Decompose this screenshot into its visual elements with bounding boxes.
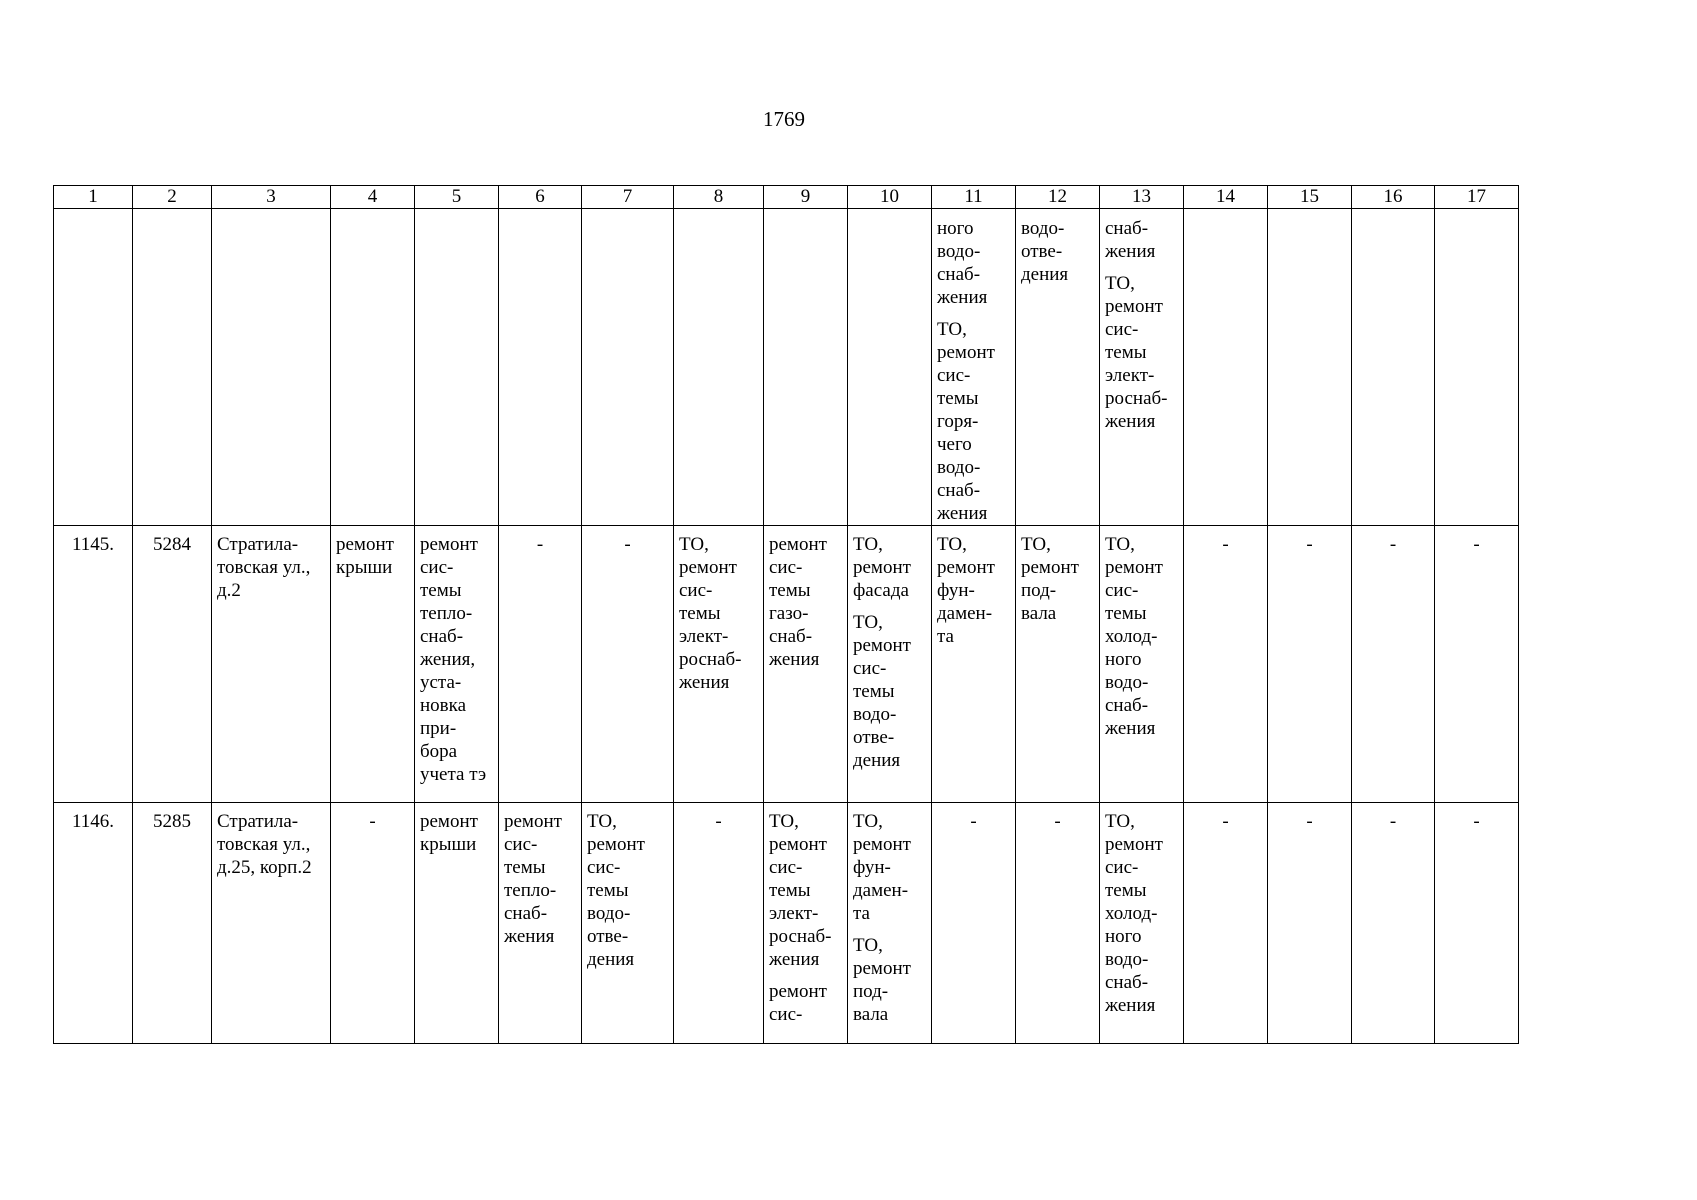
cell-line: та	[937, 626, 954, 647]
works-cell: -	[1352, 526, 1435, 803]
column-number-row	[54, 186, 1519, 209]
cell-line: жения	[769, 949, 820, 970]
cell-line: д.25, корп.2	[217, 857, 312, 878]
cell-line: фун-	[937, 580, 975, 601]
cell-item	[937, 217, 1013, 309]
cell-line: сис-	[504, 834, 538, 855]
works-cell	[582, 803, 674, 1044]
cell-line: д.2	[217, 580, 241, 601]
cell-line: снаб-	[937, 264, 981, 285]
cell-item	[1105, 217, 1181, 263]
cell-line: элект-	[1105, 365, 1155, 386]
cell-item	[1105, 272, 1181, 433]
cell-line: ремонт	[853, 557, 911, 578]
cell-line: ного	[937, 218, 974, 239]
cell-item	[769, 533, 845, 671]
cell-line: сис-	[853, 658, 887, 679]
cell-line: снаб-	[1105, 218, 1149, 239]
cell-line: жения,	[420, 649, 476, 670]
cell-line: ремонт	[679, 557, 737, 578]
column-number: 11	[932, 186, 1016, 209]
works-cell	[1100, 209, 1184, 526]
cell-line: снаб-	[1105, 972, 1149, 993]
cell-line: снаб-	[769, 626, 813, 647]
cell-line: вала	[853, 1004, 889, 1025]
cell-line: под-	[853, 981, 889, 1002]
cell-item	[853, 810, 929, 925]
cell-line: тепло-	[420, 603, 473, 624]
works-cell	[1016, 526, 1100, 803]
cell-line: тепло-	[504, 880, 557, 901]
column-number: 14	[1184, 186, 1268, 209]
cell-line: ТО,	[937, 319, 967, 340]
cell-line: ремонт	[853, 635, 911, 656]
works-cell	[764, 803, 848, 1044]
works-cell: -	[1268, 803, 1352, 1044]
cell-line: снаб-	[504, 903, 548, 924]
works-cell: -	[674, 803, 764, 1044]
works-cell: -	[1016, 803, 1100, 1044]
works-cell: -	[499, 526, 582, 803]
cell-line: ремонт	[336, 534, 394, 555]
cell-line: сис-	[769, 857, 803, 878]
cell-line: сис-	[679, 580, 713, 601]
cell-line: роснаб-	[679, 649, 742, 670]
cell-line: ремонт	[769, 981, 827, 1002]
works-cell	[674, 526, 764, 803]
cell-line: ремонт	[1021, 557, 1079, 578]
column-number: 17	[1435, 186, 1519, 209]
works-cell	[764, 526, 848, 803]
cell-item	[769, 980, 845, 1026]
cell-item	[937, 318, 1013, 525]
cell-line: темы	[769, 580, 811, 601]
row-number-cell: 1145.	[54, 526, 133, 803]
cell-line: ремонт	[937, 557, 995, 578]
cell-line: водо-	[853, 704, 897, 725]
cell-line: темы	[853, 681, 895, 702]
cell-item	[420, 533, 496, 786]
cell-line: темы	[587, 880, 629, 901]
cell-line: товская ул.,	[217, 557, 311, 578]
cell-line: ремонт	[937, 342, 995, 363]
page-number: 1769	[763, 107, 805, 131]
cell-line: отве-	[853, 727, 895, 748]
cell-line: сис-	[1105, 319, 1139, 340]
cell-line: сис-	[1105, 857, 1139, 878]
cell-line: водо-	[1105, 672, 1149, 693]
cell-line: темы	[937, 388, 979, 409]
cell-item	[937, 533, 1013, 648]
works-cell: -	[1352, 803, 1435, 1044]
column-number: 13	[1100, 186, 1184, 209]
cell-line: элект-	[769, 903, 819, 924]
building-code-cell: 5284	[133, 526, 212, 803]
column-number: 10	[848, 186, 932, 209]
cell-line: дения	[1021, 264, 1069, 285]
cell-line: ТО,	[769, 811, 799, 832]
cell-line: ремонт	[504, 811, 562, 832]
column-number: 16	[1352, 186, 1435, 209]
works-cell	[1016, 209, 1100, 526]
cell-item	[420, 810, 496, 856]
cell-line: ТО,	[1105, 811, 1135, 832]
cell-line: ТО,	[587, 811, 617, 832]
cell-line: ТО,	[937, 534, 967, 555]
cell-item	[1105, 810, 1181, 1017]
cell-line: ремонт	[1105, 557, 1163, 578]
cell-item	[1105, 533, 1181, 740]
works-cell	[1100, 526, 1184, 803]
works-cell: -	[1184, 803, 1268, 1044]
column-number: 2	[133, 186, 212, 209]
cell-line: фун-	[853, 857, 891, 878]
cell-line: холод-	[1105, 903, 1158, 924]
works-cell: -	[331, 803, 415, 1044]
cell-line: сис-	[1105, 580, 1139, 601]
cell-line: ТО,	[679, 534, 709, 555]
cell-line: роснаб-	[1105, 388, 1168, 409]
cell-line: уста-	[420, 672, 462, 693]
column-number: 12	[1016, 186, 1100, 209]
cell-item	[769, 810, 845, 971]
cell-line: ремонт	[587, 834, 645, 855]
cell-line: ТО,	[853, 935, 883, 956]
cell-line: жения	[769, 649, 820, 670]
cell-line: ного	[1105, 649, 1142, 670]
cell-line: крыши	[336, 557, 393, 578]
cell-item	[217, 533, 328, 602]
cell-line: снаб-	[1105, 695, 1149, 716]
cell-line: горя-	[937, 411, 979, 432]
cell-line: газо-	[769, 603, 809, 624]
cell-line: вала	[1021, 603, 1057, 624]
cell-line: снаб-	[937, 480, 981, 501]
cell-line: темы	[679, 603, 721, 624]
cell-line: жения	[937, 287, 988, 308]
cell-line: бора	[420, 741, 458, 762]
cell-line: Стратила-	[217, 534, 299, 555]
cell-line: ремонт	[420, 534, 478, 555]
cell-item	[587, 810, 671, 971]
cell-line: отве-	[1021, 241, 1063, 262]
cell-line: темы	[420, 580, 462, 601]
column-number: 5	[415, 186, 499, 209]
table-row	[54, 803, 1519, 1044]
cell-line: дамен-	[937, 603, 993, 624]
cell-line: новка	[420, 695, 467, 716]
address-cell	[212, 803, 331, 1044]
cell-line: чего	[937, 434, 972, 455]
cell-line: ремонт	[1105, 296, 1163, 317]
cell-line: под-	[1021, 580, 1057, 601]
column-number: 7	[582, 186, 674, 209]
works-cell	[415, 526, 499, 803]
column-number: 1	[54, 186, 133, 209]
cell-line: крыши	[420, 834, 477, 855]
cell-item	[217, 810, 328, 879]
works-cell	[1100, 803, 1184, 1044]
cell-line: темы	[769, 880, 811, 901]
cell-line: Стратила-	[217, 811, 299, 832]
cell-line: фасада	[853, 580, 909, 601]
cell-line: темы	[504, 857, 546, 878]
cell-line: жения	[1105, 718, 1156, 739]
address-cell	[212, 526, 331, 803]
cell-item	[853, 533, 929, 602]
cell-line: водо-	[1105, 949, 1149, 970]
cell-line: сис-	[937, 365, 971, 386]
works-cell	[331, 526, 415, 803]
cell-line: снаб-	[420, 626, 464, 647]
column-number: 6	[499, 186, 582, 209]
cell-item	[679, 533, 761, 694]
column-number: 15	[1268, 186, 1352, 209]
cell-item	[853, 611, 929, 772]
works-cell: -	[582, 526, 674, 803]
cell-line: ТО,	[853, 534, 883, 555]
cell-line: та	[853, 903, 870, 924]
cell-line: товская ул.,	[217, 834, 311, 855]
cell-line: холод-	[1105, 626, 1158, 647]
column-number: 3	[212, 186, 331, 209]
cell-line: водо-	[1021, 218, 1065, 239]
cell-line: жения	[1105, 241, 1156, 262]
cell-line: темы	[1105, 603, 1147, 624]
works-cell	[932, 526, 1016, 803]
cell-line: жения	[679, 672, 730, 693]
cell-item	[1021, 533, 1097, 625]
cell-line: ремонт	[769, 834, 827, 855]
cell-line: при-	[420, 718, 457, 739]
cell-line: ного	[1105, 926, 1142, 947]
cell-item	[336, 533, 412, 579]
cell-line: сис-	[769, 1004, 803, 1025]
cell-line: ремонт	[1105, 834, 1163, 855]
cell-line: элект-	[679, 626, 729, 647]
cell-line: жения	[937, 503, 988, 524]
cell-line: сис-	[420, 557, 454, 578]
cell-line: водо-	[587, 903, 631, 924]
works-cell: -	[1435, 803, 1519, 1044]
cell-line: дения	[587, 949, 635, 970]
works-table	[53, 185, 1519, 1044]
cell-line: темы	[1105, 880, 1147, 901]
cell-line: водо-	[937, 457, 981, 478]
works-cell	[848, 803, 932, 1044]
cell-line: отве-	[587, 926, 629, 947]
cell-line: ремонт	[853, 958, 911, 979]
cell-line: жения	[1105, 411, 1156, 432]
cell-line: жения	[1105, 995, 1156, 1016]
column-number: 8	[674, 186, 764, 209]
works-cell	[932, 209, 1016, 526]
cell-line: ТО,	[1105, 534, 1135, 555]
row-number-cell: 1146.	[54, 803, 133, 1044]
cell-line: ТО,	[853, 612, 883, 633]
cell-line: ТО,	[1105, 273, 1135, 294]
cell-item	[504, 810, 579, 948]
cell-line: жения	[504, 926, 555, 947]
continuation-row	[54, 209, 1519, 526]
column-number: 4	[331, 186, 415, 209]
works-cell	[499, 803, 582, 1044]
cell-line: ремонт	[420, 811, 478, 832]
table-row	[54, 526, 1519, 803]
works-cell: -	[1435, 526, 1519, 803]
works-cell	[848, 526, 932, 803]
works-cell	[415, 803, 499, 1044]
works-cell: -	[1184, 526, 1268, 803]
cell-line: сис-	[587, 857, 621, 878]
cell-line: ремонт	[853, 834, 911, 855]
cell-item	[1021, 217, 1097, 286]
works-cell: -	[1268, 526, 1352, 803]
cell-line: учета тэ	[420, 764, 487, 785]
cell-line: сис-	[769, 557, 803, 578]
cell-line: роснаб-	[769, 926, 832, 947]
cell-line: ТО,	[1021, 534, 1051, 555]
cell-line: ТО,	[853, 811, 883, 832]
column-number: 9	[764, 186, 848, 209]
cell-line: водо-	[937, 241, 981, 262]
cell-line: ремонт	[769, 534, 827, 555]
cell-line: темы	[1105, 342, 1147, 363]
works-cell: -	[932, 803, 1016, 1044]
cell-line: дения	[853, 750, 901, 771]
cell-item	[853, 934, 929, 1026]
building-code-cell: 5285	[133, 803, 212, 1044]
cell-line: дамен-	[853, 880, 909, 901]
